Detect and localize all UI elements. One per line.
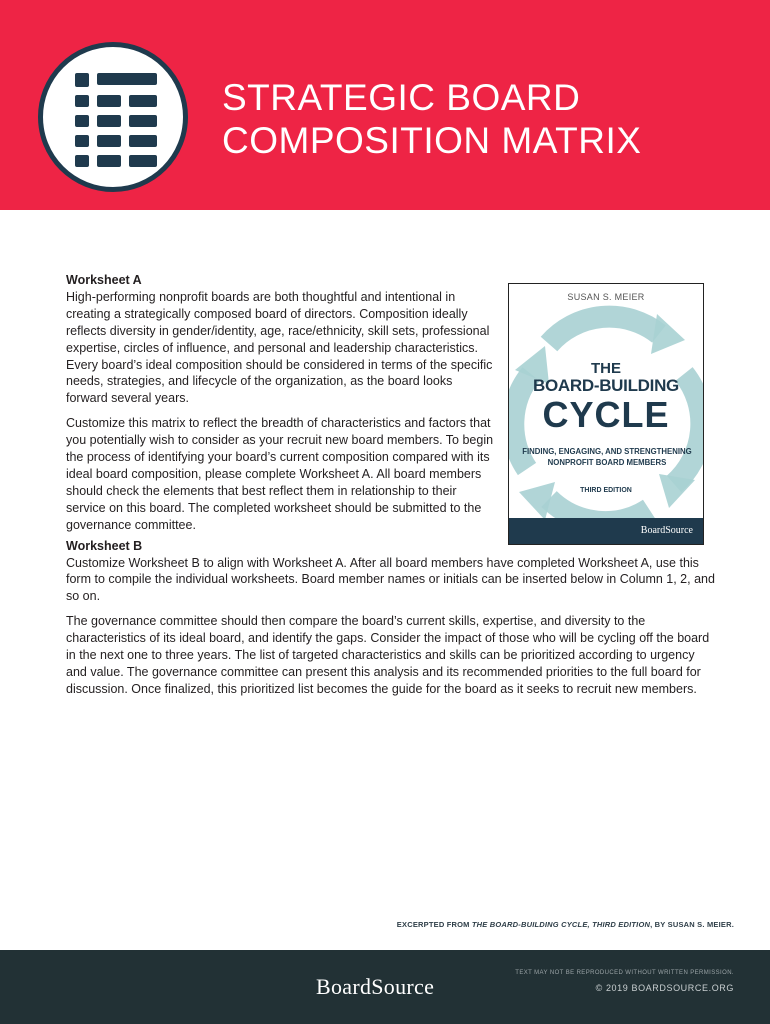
footer-copyright: © 2019 BOARDSOURCE.ORG: [595, 983, 734, 993]
book-cover-image: [508, 283, 704, 545]
matrix-list-icon: [38, 42, 188, 192]
footer-rights-notice: TEXT MAY NOT BE REPRODUCED WITHOUT WRITTEN PERMISSION.: [515, 970, 734, 976]
worksheet-b-heading: Worksheet B: [66, 538, 143, 553]
excerpt-prefix: EXCERPTED FROM: [396, 920, 472, 929]
book-subtitle: FINDING, ENGAGING, AND STRENGTHENING NONPROFIT BOARD MEMBERS: [522, 447, 692, 467]
book-title-cycle: CYCLE: [542, 394, 670, 435]
page-title-line1: STRATEGIC BOARD: [222, 77, 581, 118]
worksheet-b-paragraph-1: Customize Worksheet B to align with Worksheet A. After all board members have completed Worksheet A, use this form to compile the individual worksheets. Board member names or initials can be inserted below in Column 1, 2, and so on.: [66, 555, 715, 604]
book-title-the: THE: [591, 360, 621, 377]
book-author: SUSAN S. MEIER: [567, 292, 645, 302]
page-title-line2: COMPOSITION MATRIX: [222, 120, 642, 161]
book-publisher: BoardSource: [640, 525, 693, 536]
worksheet-a-paragraph-1: High-performing nonprofit boards are both thoughtful and intentional in creating a strategically composed board of directors. Composition ideally reflects diversity in gender/identity, age, race/ethnicity, skill sets, professional expertise, circles of influence, and personal and leadership characteristics. Every board’s ideal composition should be considered in terms of the specific needs, strategies, and lifecycle of the organization, as the board looks forward several years.: [66, 289, 493, 406]
book-title-main: BOARD-BUILDING: [533, 376, 679, 395]
page-footer: [0, 950, 770, 1024]
excerpt-credit: [397, 920, 734, 929]
excerpt-book-title: THE BOARD-BUILDING CYCLE, THIRD EDITION: [471, 920, 651, 929]
header-banner: [0, 0, 770, 210]
book-footer-band: [509, 518, 703, 544]
worksheet-a-paragraph-2: Customize this matrix to reflect the breadth of characteristics and factors that you potentially wish to consider as your recruit new board members. To begin the process of identifying your board’s current composition compared with its ideal board composition, please complete Worksheet A. All board members should check the elements that best reflect them in relationship to their service on this board. The completed worksheet should be submitted to the governance committee.: [66, 416, 494, 532]
worksheet-a-heading: Worksheet A: [66, 273, 142, 287]
worksheet-b-paragraph-2: The governance committee should then compare the board’s current skills, expertise, and diversity to the characteristics of its ideal board, and identify the gaps. Consider the impact of those who will be cycling off the board in the next one to three years. The list of targeted characteristics and skills can be prioritized according to urgency and value. The governance committee can present this analysis and its recommended priorities to the full board for discussion. Once finalized, this prioritized list becomes the guide for the board as it seeks to recruit new members.: [66, 614, 710, 696]
book-edition: THIRD EDITION: [580, 487, 632, 494]
excerpt-suffix: , BY SUSAN S. MEIER.: [650, 920, 734, 929]
footer-brand-logo: BoardSource: [316, 974, 435, 999]
page-title: [222, 76, 742, 162]
